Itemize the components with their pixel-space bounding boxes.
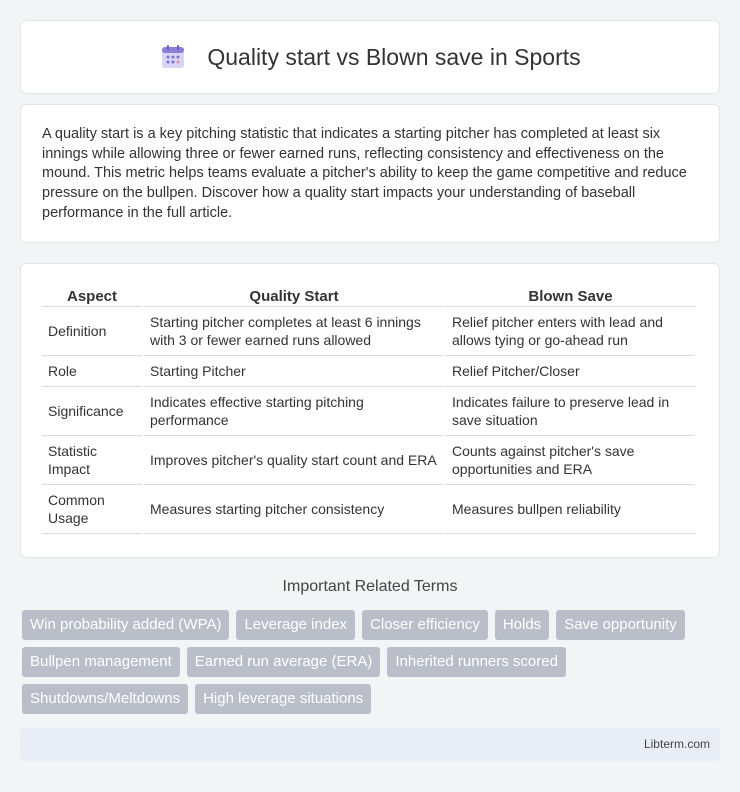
header-quality-start: Quality Start: [144, 285, 444, 307]
table-row: [42, 485, 695, 534]
row-blown-save: Counts against pitcher's save opportunities and ERA: [446, 436, 695, 485]
comparison-card: [20, 263, 720, 558]
row-quality-start: Starting pitcher completes at least 6 innings with 3 or fewer earned runs allowed: [144, 307, 444, 356]
header-blown-save: Blown Save: [446, 285, 695, 307]
table-row: [42, 356, 695, 387]
row-aspect: Definition: [42, 307, 142, 356]
header-card: [20, 20, 720, 94]
tag-leverage-index[interactable]: Leverage index: [236, 610, 355, 640]
comparison-table: [40, 285, 697, 534]
row-quality-start: Indicates effective starting pitching performance: [144, 387, 444, 436]
intro-text: A quality start is a key pitching statistic that indicates a starting pitcher has completed at least six innings while allowing three or fewer earned runs, reflecting consistency and effectiveness on the mound. This metric helps teams evaluate a pitcher's ability to keep the game competitive and reduce pressure on the bullpen. Discover how a quality start impacts your understanding of baseball performance in the full article.: [42, 126, 687, 221]
header-aspect: Aspect: [42, 285, 142, 307]
row-quality-start: Starting Pitcher: [144, 356, 444, 387]
table-row: [42, 436, 695, 485]
grid-calendar-icon: [159, 43, 187, 71]
row-blown-save: Relief pitcher enters with lead and allows tying or go-ahead run: [446, 307, 695, 356]
tag-win-probability-added[interactable]: Win probability added (WPA): [22, 610, 229, 640]
tag-earned-run-average[interactable]: Earned run average (ERA): [187, 647, 381, 677]
tag-bullpen-management[interactable]: Bullpen management: [22, 647, 180, 677]
tag-shutdowns-meltdowns[interactable]: Shutdowns/Meltdowns: [22, 684, 188, 714]
tag-holds[interactable]: Holds: [495, 610, 549, 640]
tag-closer-efficiency[interactable]: Closer efficiency: [362, 610, 488, 640]
table-row: [42, 307, 695, 356]
row-blown-save: Indicates failure to preserve lead in save situation: [446, 387, 695, 436]
row-aspect: Statistic Impact: [42, 436, 142, 485]
related-terms-list: [22, 610, 722, 714]
row-aspect: Significance: [42, 387, 142, 436]
footer: [20, 728, 720, 761]
row-blown-save: Measures bullpen reliability: [446, 485, 695, 534]
row-aspect: Role: [42, 356, 142, 387]
footer-site-link[interactable]: Libterm.com: [643, 737, 710, 751]
row-aspect: Common Usage: [42, 485, 142, 534]
intro-card: [20, 104, 720, 243]
row-quality-start: Improves pitcher's quality start count and ERA: [144, 436, 444, 485]
related-terms-title: Important Related Terms: [282, 578, 458, 595]
row-blown-save: Relief Pitcher/Closer: [446, 356, 695, 387]
table-header-row: [42, 285, 695, 307]
row-quality-start: Measures starting pitcher consistency: [144, 485, 444, 534]
page-title: Quality start vs Blown save in Sports: [207, 43, 581, 70]
tag-high-leverage-situations[interactable]: High leverage situations: [195, 684, 371, 714]
tag-save-opportunity[interactable]: Save opportunity: [556, 610, 685, 640]
table-row: [42, 387, 695, 436]
tag-inherited-runners-scored[interactable]: Inherited runners scored: [387, 647, 566, 677]
